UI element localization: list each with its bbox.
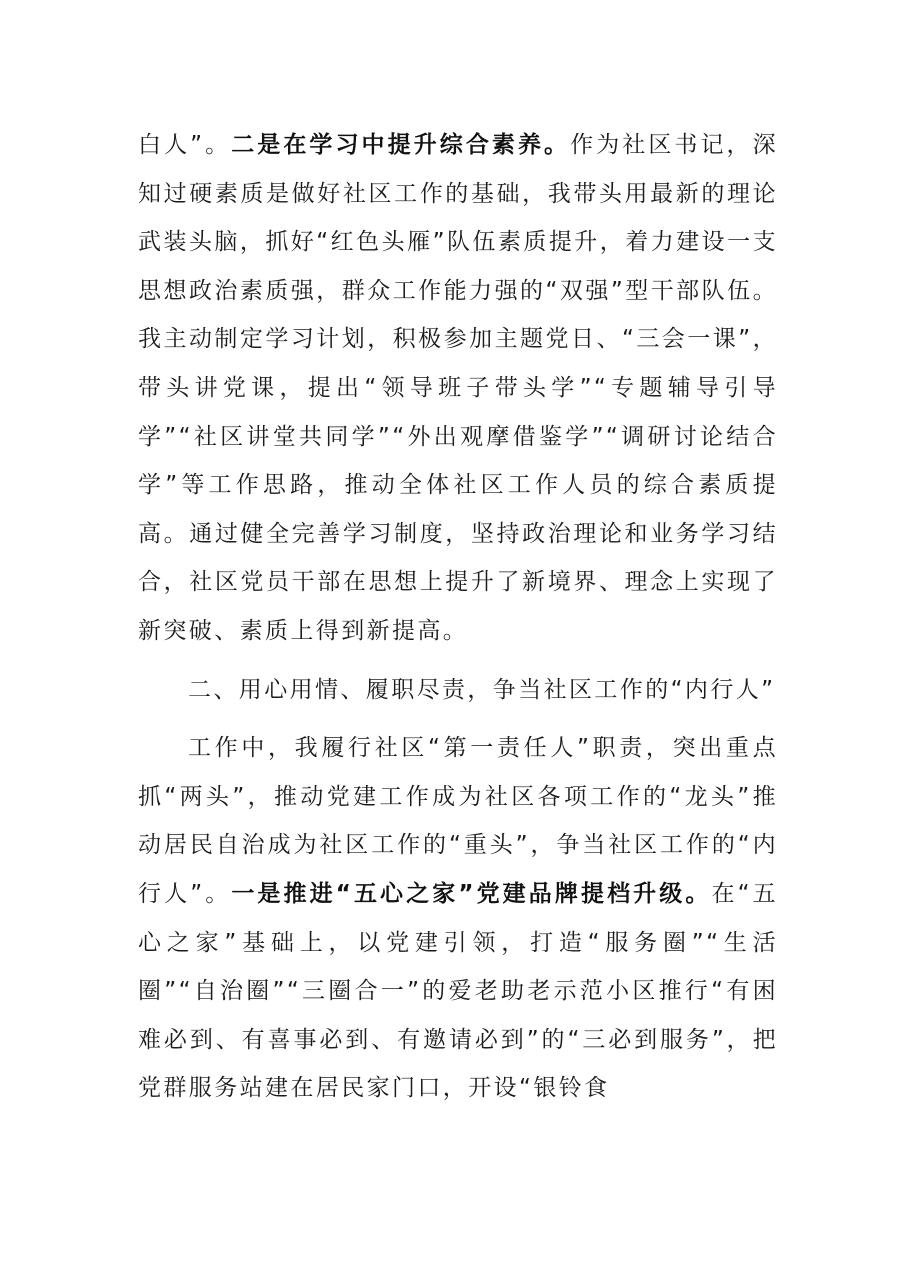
paragraph-work bbox=[138, 724, 778, 1113]
section-heading-two: 二、用心用情、履职尽责，争当社区工作的“内行人” bbox=[188, 676, 776, 703]
paragraph-text: 工作中，我履行社区“第一责任人”职责，突出重点抓“两头”，推动党建工作成为社区各项工作的“龙头”推动居民自治成为社区工作的“重头”，争当社区工作的“内行人”。 bbox=[138, 735, 778, 907]
document-body bbox=[138, 121, 778, 1113]
paragraph-text: 在“五心之家”基础上，以党建引领，打造“服务圈”“生活圈”“自治圈”“三圈合一”的爱老助老示范小区推行“有困难必到、有喜事必到、有邀请必到”的“三必到服务”，把党群服务站建在居民家门口，开设“银铃食 bbox=[138, 880, 779, 1102]
paragraph-text: 作为社区书记，深知过硬素质是做好社区工作的基础，我带头用最新的理论武装头脑，抓好“红色头雁”队伍素质提升，着力建设一支思想政治素质强，群众工作能力强的“双强”型干部队伍。我主动制定学习计划，积极参加主题党日、“三会一课”，带头讲党课，提出“领导班子带头学”“专题辅导引导学”“社区讲堂共同学”“外出观摩借鉴学”“调研讨论结合学”等工作思路，推动全体社区工作人员的综合素质提高。通过健全完善学习制度，坚持政治理论和业务学习结合，社区党员干部在思想上提升了新境界、理念上实现了新突破、素质上得到新提高。 bbox=[138, 132, 779, 644]
paragraph-study-quality bbox=[138, 121, 778, 656]
bold-point-one: 一是推进“五心之家”党建品牌提档升级。 bbox=[231, 880, 712, 907]
paragraph-text: 白人”。 bbox=[138, 132, 232, 158]
bold-point-two: 二是在学习中提升综合素养。 bbox=[231, 132, 571, 158]
